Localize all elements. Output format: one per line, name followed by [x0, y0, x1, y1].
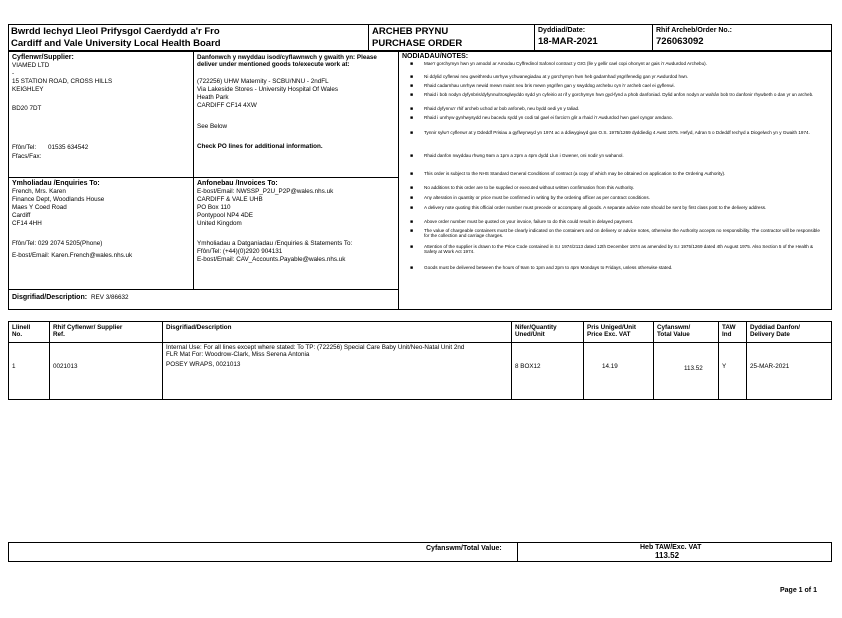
invoices-email[interactable]: E-bost/Email: CAV_Accounts.Payable@wales.nhs.uk [197, 256, 346, 263]
supplier-line: KEIGHLEY [12, 86, 44, 93]
note-welsh: Rhaid i bob nodyn dyfynbris/dyfynnu/trosglwyddo sydd yn cyfeirio at rif y gorchymyn hwn gyd-fynd a phob danfoniad. Dylid anfon nodyn ar wahân bob tro danfonir rhywbeth o dan yr un archeb. [424, 92, 814, 97]
totals-box [8, 542, 832, 562]
row-line-no: 1 [12, 363, 16, 370]
details-divider [398, 51, 399, 310]
table-col-divider [718, 321, 719, 400]
vat-label: Heb TAW/Exc. VAT [640, 544, 702, 551]
bullet-icon: ■ [410, 115, 414, 121]
column-header: Cyfanswm/ Total Value [657, 324, 691, 339]
row-total: 113.52 [684, 365, 703, 372]
table-col-divider [583, 321, 584, 400]
invoices-line: United Kingdom [197, 220, 242, 227]
supplier-line: VIAMED LTD [12, 62, 50, 69]
bullet-icon: ■ [410, 228, 414, 234]
table-col-divider [653, 321, 654, 400]
invoices-phone: Ffôn/Tel: (+44)(0)2920 904131 [197, 248, 283, 255]
doc-title-welsh: ARCHEB PRYNU [372, 26, 449, 37]
supplier-label: Cyflenwr/Supplier: [12, 54, 74, 61]
details-box [8, 51, 832, 310]
row-unit-price: 14.19 [602, 363, 618, 370]
row-delivery-date: 25-MAR-2021 [750, 363, 790, 370]
invoices-line: CARDIFF & VALE UHB [197, 196, 263, 203]
internal-note: Internal Use: For all lines except where stated: To TP: (722256) Special Care Baby Unit/Neo-Natal Unit 2nd [166, 344, 465, 351]
note-english: This order is subject to the NHS Standard General Conditions of contract (a copy of which may be obtained on application to the Ordering Authority). [424, 171, 726, 176]
enquiries-line: Maes Y Coed Road [12, 204, 67, 211]
delivery-line: (722256) UHW Maternity - SCBU/NNU - 2ndFL [197, 78, 329, 85]
bullet-icon: ■ [410, 106, 414, 112]
supplier-line: 15 STATION ROAD, CROSS HILLS [12, 78, 113, 85]
description-ref-value: REV 3/86632 [91, 294, 129, 301]
enquiries-email[interactable]: E-bost/Email: Karen.French@wales.nhs.uk [12, 252, 133, 259]
table-col-divider [49, 321, 50, 400]
bullet-icon: ■ [410, 205, 414, 211]
note-welsh: Rhaid i unrhyw gynhwysydd neu bacedu sydd yn codi tal gael ei farcio'n glir a rhaid i'r Awdurdod hwn gael cyngor amdano. [424, 115, 673, 120]
supplier-line: BD20 7DT [12, 105, 42, 112]
bullet-icon: ■ [410, 61, 414, 67]
note-english: A delivery note quoting this official order number must precede or accompany all goods. A separate advice note should be sent by first class post to the delivery address. [424, 205, 767, 210]
enquiries-line: French, Mrs. Karen [12, 188, 66, 195]
note-english: No additions to this order are to be supplied or executed without written confirmation from this Authority. [424, 185, 635, 190]
bullet-icon: ■ [410, 244, 414, 250]
supplier-phone-label: Ffôn/Tel: [12, 144, 37, 151]
header-divider [368, 24, 369, 51]
column-header: TAW Ind [722, 324, 736, 339]
table-header-divider [8, 342, 832, 343]
delivery-po-note: Check PO lines for additional information. [197, 143, 323, 150]
invoices-line: Pontypool NP4 4DE [197, 212, 254, 219]
header-divider [534, 24, 535, 51]
bullet-icon: ■ [410, 195, 414, 201]
bullet-icon: ■ [410, 83, 414, 89]
column-header: Disgrifiad/Description [166, 324, 232, 331]
row-supplier-ref: 0021013 [53, 363, 78, 370]
note-welsh: Tynnir sylw'r cyflenwr at y Ddeddf Prisiau a gyflwynwyd yn 1974 ac a ddiwygiwyd gan O.S. 1975/1269 dyddiedig 4 Awst 1975. Hefyd, Adran 5 o Ddeddf Iechyd a Diogelwch yn y Gwaith 1974. [424, 130, 810, 135]
internal-note: FLR Mat For: Woodrow-Clark, Miss Serena Antonia [166, 351, 310, 358]
note-english: The value of chargeable containers must be clearly indicated on the containers and on delivery or advice notes, otherwise the Authority accepts no responsibility. The contractor will be responsible for the collection and carriage charges. [424, 228, 820, 239]
invoices-line: PO Box 110 [197, 204, 231, 211]
bullet-icon: ■ [410, 185, 414, 191]
column-header: Llinell No. [12, 324, 31, 339]
order-no-value: 726063092 [656, 36, 704, 47]
delivery-heading: Danfonwch y nwyddau isod/cyflawnwch y gwaith yn: Please deliver under mentioned goods to/execute work at: [197, 54, 377, 69]
items-table [8, 321, 832, 400]
column-header: Dyddiad Danfon/ Delivery Date [750, 324, 801, 339]
table-col-divider [746, 321, 747, 400]
date-value: 18-MAR-2021 [538, 36, 598, 47]
note-welsh: Rhaid dyfynnu'r rhif archeb uchod ar bob anfoneb, neu bydd oedi yn y taliad. [424, 106, 580, 111]
bullet-icon: ■ [410, 265, 414, 271]
doc-title-english: PURCHASE ORDER [372, 38, 463, 49]
delivery-line: CARDIFF CF14 4XW [197, 102, 257, 109]
details-divider [193, 51, 194, 289]
row-description: POSEY WRAPS, 0021013 [166, 361, 241, 368]
column-header: Rhif Cyflenwr/ Supplier Ref. [53, 324, 123, 339]
note-english: Goods must be delivered between the hours of 9am to 1pm and 2pm to 4pm Mondays to Fridays, unless otherwise stated. [424, 265, 673, 270]
supplier-phone-value: 01535 634542 [48, 144, 89, 151]
supplier-line: - [12, 70, 15, 77]
note-english: Above order number must be quoted on your invoice, failure to do this could result in delayed payment. [424, 219, 634, 224]
total-value: 113.52 [655, 551, 680, 560]
note-english: Any alteration in quantity or price must be confirmed in writing by the ordering officer as per contract conditions. [424, 195, 650, 200]
enquiries-line: CF14 4HH [12, 220, 42, 227]
bullet-icon: ■ [410, 219, 414, 225]
supplier-fax-label: Ffacs/Fax: [12, 153, 42, 160]
bullet-icon: ■ [410, 130, 414, 136]
total-label: Cyfanswm/Total Value: [426, 545, 502, 552]
column-header: Pris Uniged/Unit Price Exc. VAT [587, 324, 636, 339]
order-no-label: Rhif Archeb/Order No.: [656, 27, 732, 34]
notes-label: NODIADAU/NOTES: [402, 53, 469, 60]
row-vat-ind: Y [722, 363, 727, 370]
invoices-label: Anfonebau /Invoices To: [197, 180, 278, 187]
note-welsh: Rhaid danfon nwyddau rhwng 9am a 1pm a 2pm a 4pm dydd Llun i Gwener, oni nodir yn wahanol. [424, 153, 624, 158]
bullet-icon: ■ [410, 92, 414, 98]
note-welsh: Rhaid cadarnhau unrhyw newid mewn maint neu bris mewn ysgrifen gan y swyddog archebu cyn i'r archeb cael ei gyflenwi. [424, 83, 675, 88]
bullet-icon: ■ [410, 153, 414, 159]
note-welsh: Ni ddylid cyflenwi neu gweithredu unrhyw ychwanegiadau at y gorchymyn hwn heb gadarnhad ysgrifenedig gan yr Awdurdod hwn. [424, 74, 689, 79]
column-header: Nifer/Quantity Uned/Unit [515, 324, 557, 339]
header-divider [652, 24, 653, 51]
org-name-welsh: Bwrdd Iechyd Lleol Prifysgol Caerdydd a'r Fro [11, 26, 220, 37]
note-english: Attention of the supplier is drawn to the Price Code contained in S.I 1974/2113 dated 12th December 1974 as amended by S.I 1975/1269 dated 4th August 1975. Also Section 5 of the Health & Safety at Work Act 1974. [424, 244, 814, 255]
note-welsh: Mae'r gorchymyn hwn yn amodol ar Amodau Cyffredinol Safonol contract y GIG (lle y gellir cael copi ohonynt ar gais i'r Awdurdod Archebu). [424, 61, 707, 66]
totals-divider [517, 542, 518, 562]
details-divider [8, 177, 399, 178]
enquiries-line: Finance Dept, Woodlands House [12, 196, 105, 203]
org-name-english: Cardiff and Vale University Local Health Board [11, 38, 221, 49]
table-col-divider [162, 321, 163, 400]
bullet-icon: ■ [410, 74, 414, 80]
description-ref-label: Disgrifiad/Description: [12, 294, 88, 301]
row-quantity-unit: 8 BOX12 [515, 363, 541, 370]
details-divider [8, 289, 399, 290]
table-col-divider [511, 321, 512, 400]
delivery-line: Via Lakeside Stores - University Hospital Of Wales [197, 86, 339, 93]
enquiries-phone: Ffôn/Tel: 029 2074 5205(Phone) [12, 240, 103, 247]
bullet-icon: ■ [410, 171, 414, 177]
delivery-see-below: See Below [197, 123, 228, 130]
invoices-line[interactable]: E-bost/Email: NWSSP_P2U_P2P@wales.nhs.uk [197, 188, 334, 195]
invoices-statements: Ymholiadau a Datganiadau /Enquiries & Statements To: [197, 240, 353, 247]
delivery-line: Heath Park [197, 94, 229, 101]
date-label: Dyddiad/Date: [538, 27, 586, 34]
enquiries-label: Ymholiadau /Enquiries To: [12, 180, 100, 187]
page-number: Page 1 of 1 [780, 587, 817, 594]
enquiries-line: Cardiff [12, 212, 31, 219]
